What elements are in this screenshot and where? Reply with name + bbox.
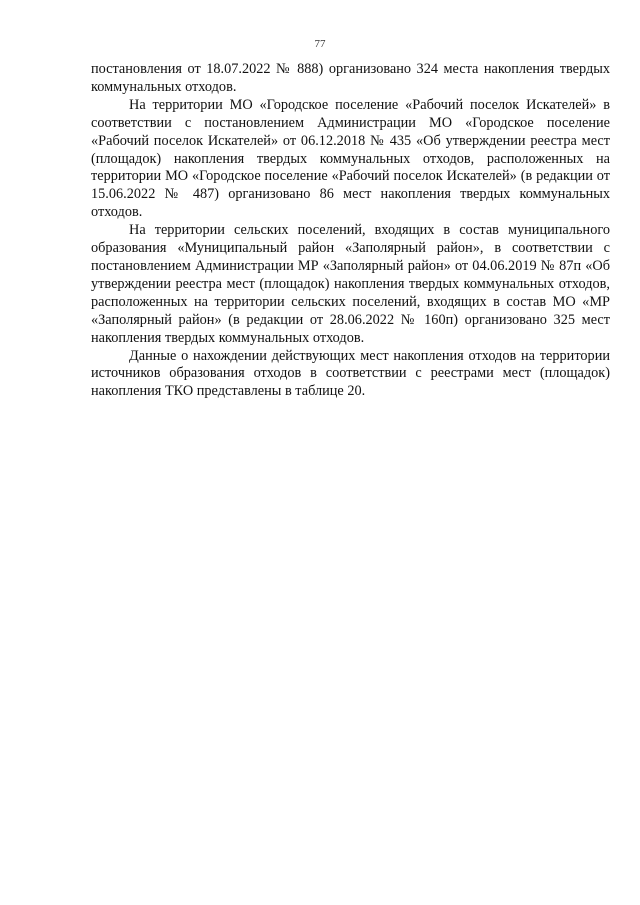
paragraph-continuation: постановления от 18.07.2022 № 888) организовано 324 места накопления твердых коммунальных отходов. [91, 61, 610, 95]
document-body [91, 61, 610, 401]
paragraph-rural-settlements: На территории сельских поселений, входящих в состав муниципального образования «Муниципальный район «Заполярный район», в соответствии с постановлением Администрации МР «Заполярный район» от 04.06.2019 № 87п «Об утверждении реестра мест (площадок) накопления твердых коммунальных отходов, расположенных на территории сельских поселений, входящих в состав МО «МР «Заполярный район» (в редакции от 28.06.2022 № 160п) организовано 325 мест накопления твердых коммунальных отходов. [91, 222, 610, 346]
paragraph-table-reference: Данные о нахождении действующих мест накопления отходов на территории источников образования отходов в соответствии с реестрами мест (площадок) накопления ТКО представлены в таблице 20. [91, 347, 610, 400]
page-number: 77 [314, 38, 326, 50]
paragraph-iskateley: На территории МО «Городское поселение «Рабочий поселок Искателей» в соответствии с постановлением Администрации МО «Городское поселение «Рабочий поселок Искателей» от 06.12.2018 № 435 «Об утверждении реестра мест (площадок) накопления твердых коммунальных отходов, расположенных на территории МО «Городское поселение «Рабочий поселок Искателей» (в редакции от 15.06.2022 № 487) организовано 86 мест накопления твердых коммунальных отходов. [91, 96, 610, 221]
